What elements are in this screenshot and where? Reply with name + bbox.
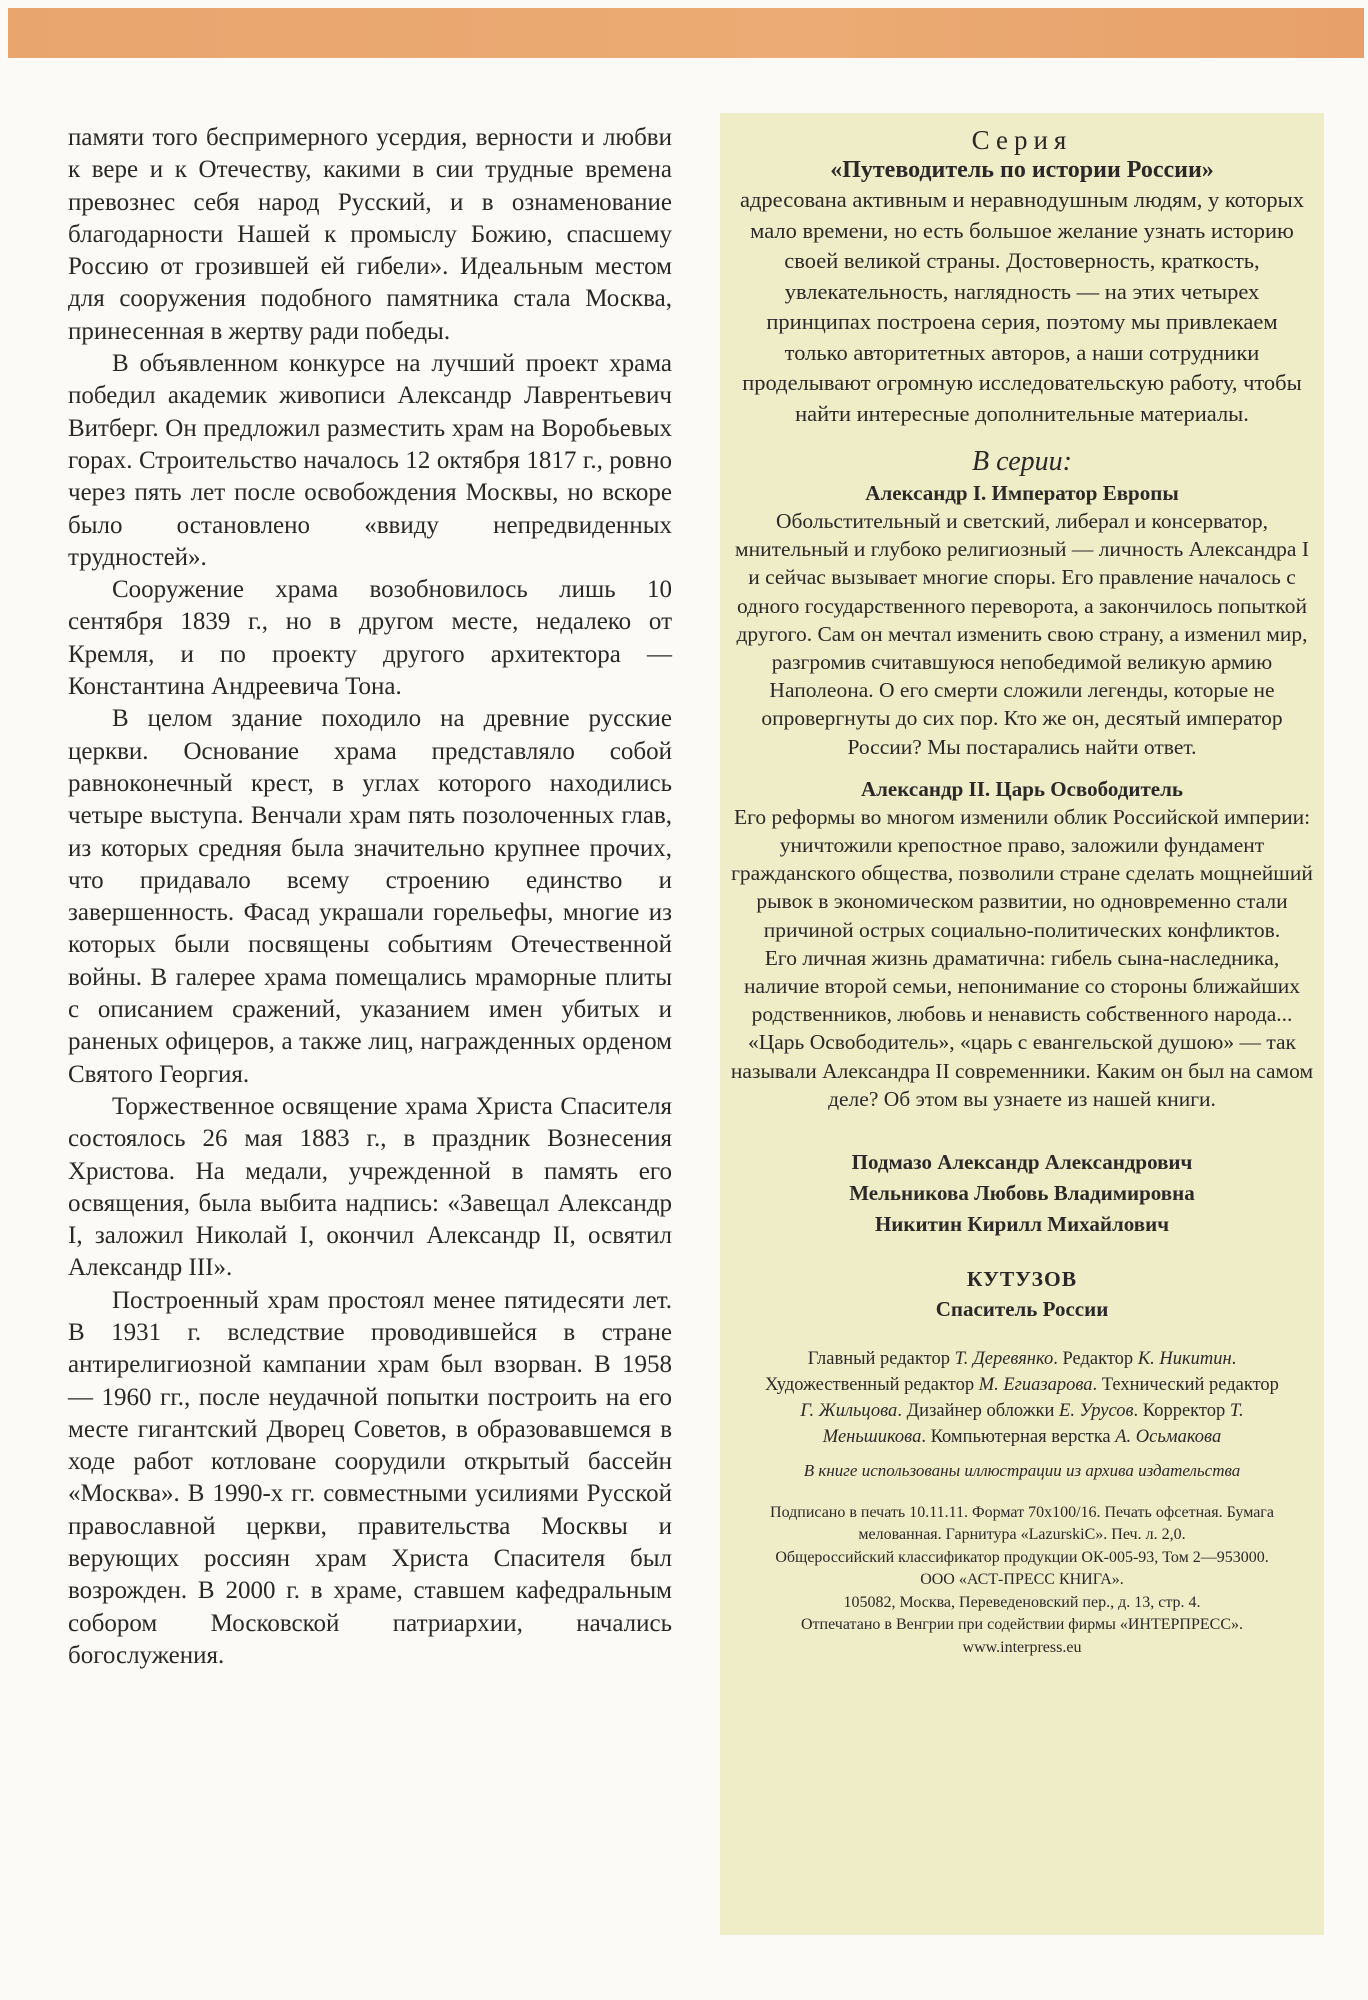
credit-art-label: . Художественный редактор bbox=[765, 1349, 1237, 1396]
credit-art: М. Егиазарова bbox=[978, 1375, 1093, 1396]
book-main-title: КУТУЗОВ bbox=[966, 1267, 1078, 1292]
imprint-line-5: Отпечатано в Венгрии при содействии фирмы «ИНТЕРПРЕСС». bbox=[800, 1616, 1243, 1634]
credit-layout-label: . Компьютерная верстка bbox=[921, 1427, 1116, 1448]
credit-proof-label: . Корректор bbox=[1133, 1401, 1230, 1422]
book1-title: Александр I. Император Европы bbox=[865, 481, 1179, 505]
sidebar-content bbox=[720, 125, 1324, 1659]
editorial-credits bbox=[720, 1346, 1324, 1450]
author-2: Мельникова Любовь Владимировна bbox=[849, 1181, 1195, 1206]
main-text-column bbox=[68, 122, 672, 1672]
series-sidebar bbox=[720, 113, 1324, 1935]
book2-title: Александр II. Царь Освободитель bbox=[860, 776, 1183, 801]
in-series-heading: В серии: bbox=[972, 446, 1072, 477]
credit-cover: Е. Урусов bbox=[1059, 1401, 1134, 1422]
credit-editor-label: . Редактор bbox=[1053, 1349, 1138, 1370]
publisher-url: www.interpress.eu bbox=[962, 1638, 1082, 1656]
credit-editor: К. Никитин bbox=[1137, 1349, 1232, 1370]
credit-layout: А. Осьмакова bbox=[1115, 1427, 1222, 1448]
author-1: Подмазо Александр Александрович bbox=[851, 1150, 1193, 1175]
imprint-line-2: Общероссийский классификатор продукции ОК-005-93, Том 2—953000. bbox=[775, 1548, 1269, 1566]
imprint-details bbox=[720, 1502, 1324, 1659]
paragraph-5: Торжественное освящение храма Христа Спасителя состоялось 26 мая 1883 г., в праздник Вознесения Христова. На медали, учрежденной в память его освящения, была выбита надпись: «Завещал Александр I, заложил Николай I, окончил Александр II, освятил Александр III». bbox=[68, 1092, 672, 1282]
credit-tech-label: . Технический редактор bbox=[1092, 1375, 1279, 1396]
credit-proof: Т. Меньшикова bbox=[822, 1401, 1244, 1448]
book1-description: Обольстительный и светский, либерал и консерватор, мнительный и глубоко религиозный — личность Александра I и сейчас вызывает многие споры. Его правление началось с одного государственного переворота, а закончилось попыткой другого. Сам он мечтал изменить свою страну, а изменил мир, разгромив считавшуюся непобедимой великую армию Наполеона. О его смерти сложили легенды, которые не опровергнуты до сих пор. Кто же он, десятый император России? Мы постарались найти ответ. bbox=[735, 509, 1309, 759]
header-color-band bbox=[8, 8, 1364, 58]
book2-description-2: Его личная жизнь драматична: гибель сына-наследника, наличие второй семьи, непонимание со стороны ближайших родственников, любовь и ненависть собственного народа... bbox=[743, 945, 1301, 1027]
credit-chief: Т. Деревянко bbox=[954, 1349, 1054, 1370]
paragraph-6: Построенный храм простоял менее пятидесяти лет. В 1931 г. вследствие проводившейся в стране антирелигиозной кампании храм был взорван. В 1958 — 1960 гг., после неудачной попытки построить на его месте гигантский Дворец Советов, в образовавшемся в ходе работ котловане соорудили открытый бассейн «Москва». В 1990-х гг. совместными усилиями Русской православной церкви, правительства Москвы и верующих россиян храм Христа Спасителя был возрожден. В 2000 г. в храме, ставшем кафедральным собором Московской патриархии, начались богослужения. bbox=[68, 1286, 672, 1669]
illustrations-note: В книге использованы иллюстрации из архива издательства bbox=[803, 1461, 1241, 1481]
imprint-line-1: Подписано в печать 10.11.11. Формат 70х100/16. Печать офсетная. Бумага мелованная. Гарнитура «LazurskiC». Печ. л. 2,0. bbox=[770, 1504, 1274, 1544]
paragraph-1: памяти того беспримерного усердия, верности и любви к вере и к Отечеству, какими в сии трудные времена превознес себя народ Русский, и в ознаменование благодарности Нашей к промыслу Божию, спасшему Россию от грозившей ей гибели». Идеальным местом для сооружения подобного памятника стала Москва, принесенная в жертву ради победы. bbox=[68, 124, 672, 345]
paragraph-4: В целом здание походило на древние русские церкви. Основание храма представляло собой равноконечный крест, в углах которого находились четыре выступа. Венчали храм пять позолоченных глав, из которых средняя была значительно крупнее прочих, что придавало всему строению единство и завершенность. Фасад украшали горельефы, многие из которых были посвящены событиям Отечественной войны. В галерее храма помещались мраморные плиты с описанием сражений, указанием имен убитых и раненых офицеров, а также лиц, награжденных орденом Святого Георгия. bbox=[68, 705, 672, 1088]
credit-cover-label: . Дизайнер обложки bbox=[897, 1401, 1060, 1422]
imprint-line-3: ООО «АСТ-ПРЕСС КНИГА». bbox=[920, 1571, 1124, 1589]
book-subtitle: Спаситель России bbox=[935, 1297, 1109, 1322]
book2-description-1: Его реформы во многом изменили облик Российской империи: уничтожили крепостное право, заложили фундамент гражданского общества, позволили стране сделать мощнейший рывок в экономическом развитии, но одновременно стали причиной острых социально-политических конфликтов. bbox=[731, 804, 1313, 942]
book2-description-3: «Царь Освободитель», «царь с евангельской душою» — так называли Александра II современники. Каким он был на самом деле? Об этом вы узнаете из нашей книги. bbox=[730, 1030, 1314, 1111]
paragraph-2: В объявленном конкурсе на лучший проект храма победил академик живописи Александр Лаврентьевич Витберг. Он предложил разместить храм на Воробьевых горах. Строительство началось 12 октября 1817 г., ровно через пять лет после освобождения Москвы, но вскоре было остановлено «ввиду непредвиденных трудностей». bbox=[68, 350, 672, 571]
authors bbox=[720, 1147, 1324, 1240]
series-description: адресована активным и неравнодушным людям, у которых мало времени, но есть большое желание узнать историю своей великой страны. Достоверность, краткость, увлекательность, наглядность — на этих четырех принципах построена серия, поэтому мы привлекаем только авторитетных авторов, а наши сотрудники проделывают огромную исследовательскую работу, чтобы найти интересные дополнительные материалы. bbox=[739, 187, 1305, 426]
series-title: «Путеводитель по истории России» bbox=[830, 157, 1214, 183]
credit-chief-label: Главный редактор bbox=[807, 1349, 955, 1370]
spacer bbox=[720, 761, 1324, 775]
credit-tech: Г. Жильцова bbox=[800, 1401, 898, 1422]
paragraph-3: Сооружение храма возобновилось лишь 10 сентября 1839 г., но в другом месте, недалеко от Кремля, и по проекту другого архитектора — Константина Андреевича Тона. bbox=[68, 576, 672, 701]
series-label: Серия bbox=[971, 125, 1073, 155]
author-3: Никитин Кирилл Михайлович bbox=[874, 1212, 1170, 1237]
imprint-line-4: 105082, Москва, Переведеновский пер., д. 13, стр. 4. bbox=[843, 1593, 1201, 1611]
